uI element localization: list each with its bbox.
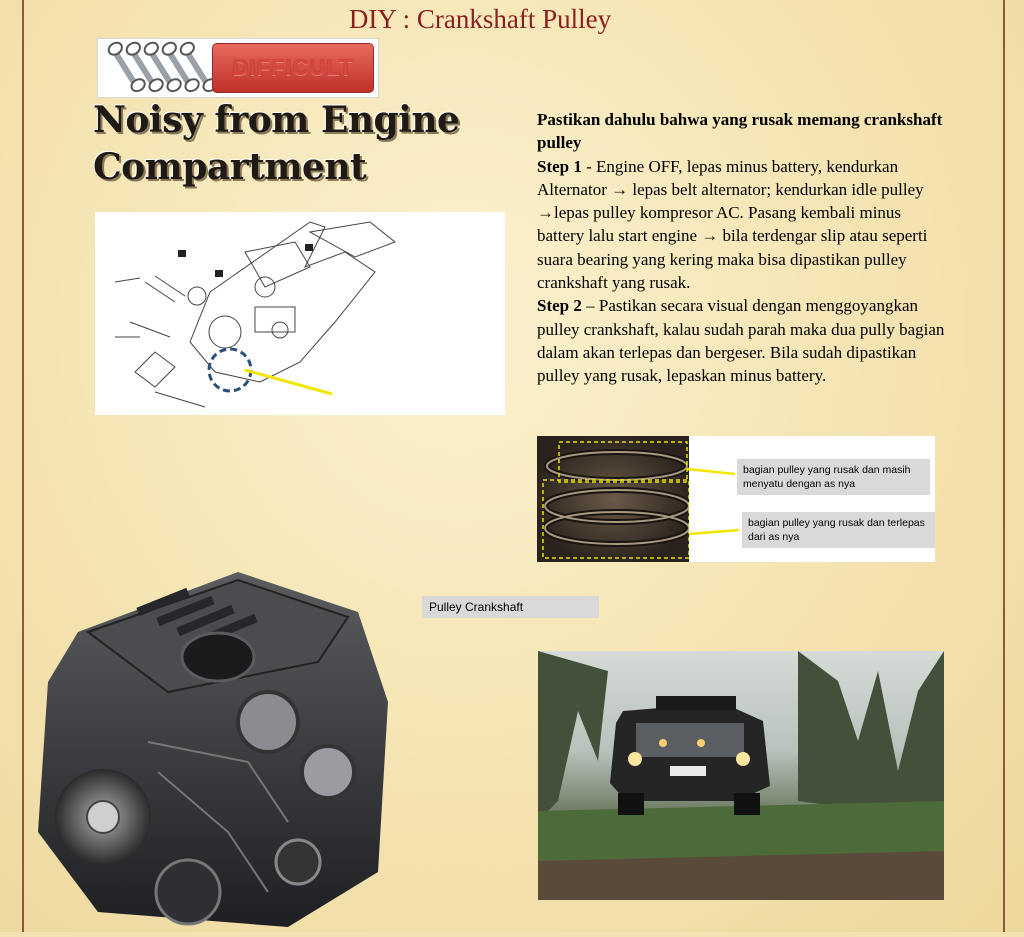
engine-diagram-drawing	[95, 212, 505, 415]
right-border-rule	[1003, 0, 1005, 932]
step-2	[537, 294, 947, 387]
damaged-pulley-photo	[537, 436, 935, 562]
difficulty-badge: DIFFICULT	[212, 43, 374, 93]
page-title: DIY : Crankshaft Pulley	[348, 4, 612, 34]
left-border-rule	[22, 0, 24, 932]
step-2-text: – Pastikan secara visual dengan menggoyangkan pulley crankshaft, kalau sudah parah maka dua pully bagian dalam akan terlepas dan bergeser. Bila sudah dipastikan pulley yang rusak, lepaskan minus battery.	[537, 296, 945, 386]
headline	[93, 97, 513, 191]
pulley-crankshaft-callout: Pulley Crankshaft	[422, 596, 599, 618]
pulley-note-detached: bagian pulley yang rusak dan terlepas dari as nya	[742, 512, 935, 548]
offroad-vehicle-photo	[538, 651, 944, 900]
engine-diagram	[95, 212, 524, 614]
step-1-text: - Engine OFF, lepas minus battery, kendurkan Alternator → lepas belt alternator; kendurkan idle pulley →lepas pulley kompresor AC. Pasang kembali minus battery lalu start engine → bila terdengar slip atau seperti suara bearing yang kering maka bisa dipastikan pulley crankshaft yang rusak.	[537, 156, 928, 293]
step-1	[537, 155, 947, 295]
step-2-label: Step 2	[537, 296, 582, 316]
headline-line-1: Noisy from Engine	[93, 99, 460, 141]
instructions-lead: Pastikan dahulu bahwa yang rusak memang crankshaft pulley	[537, 110, 943, 153]
headline-line-2: Compartment	[93, 146, 367, 188]
engine-image	[28, 572, 412, 932]
instructions-text	[537, 108, 947, 388]
step-1-label: Step 1	[537, 156, 582, 176]
pulley-note-attached: bagian pulley yang rusak dan masih menyatu dengan as nya	[737, 459, 930, 495]
difficulty-panel	[97, 38, 379, 98]
